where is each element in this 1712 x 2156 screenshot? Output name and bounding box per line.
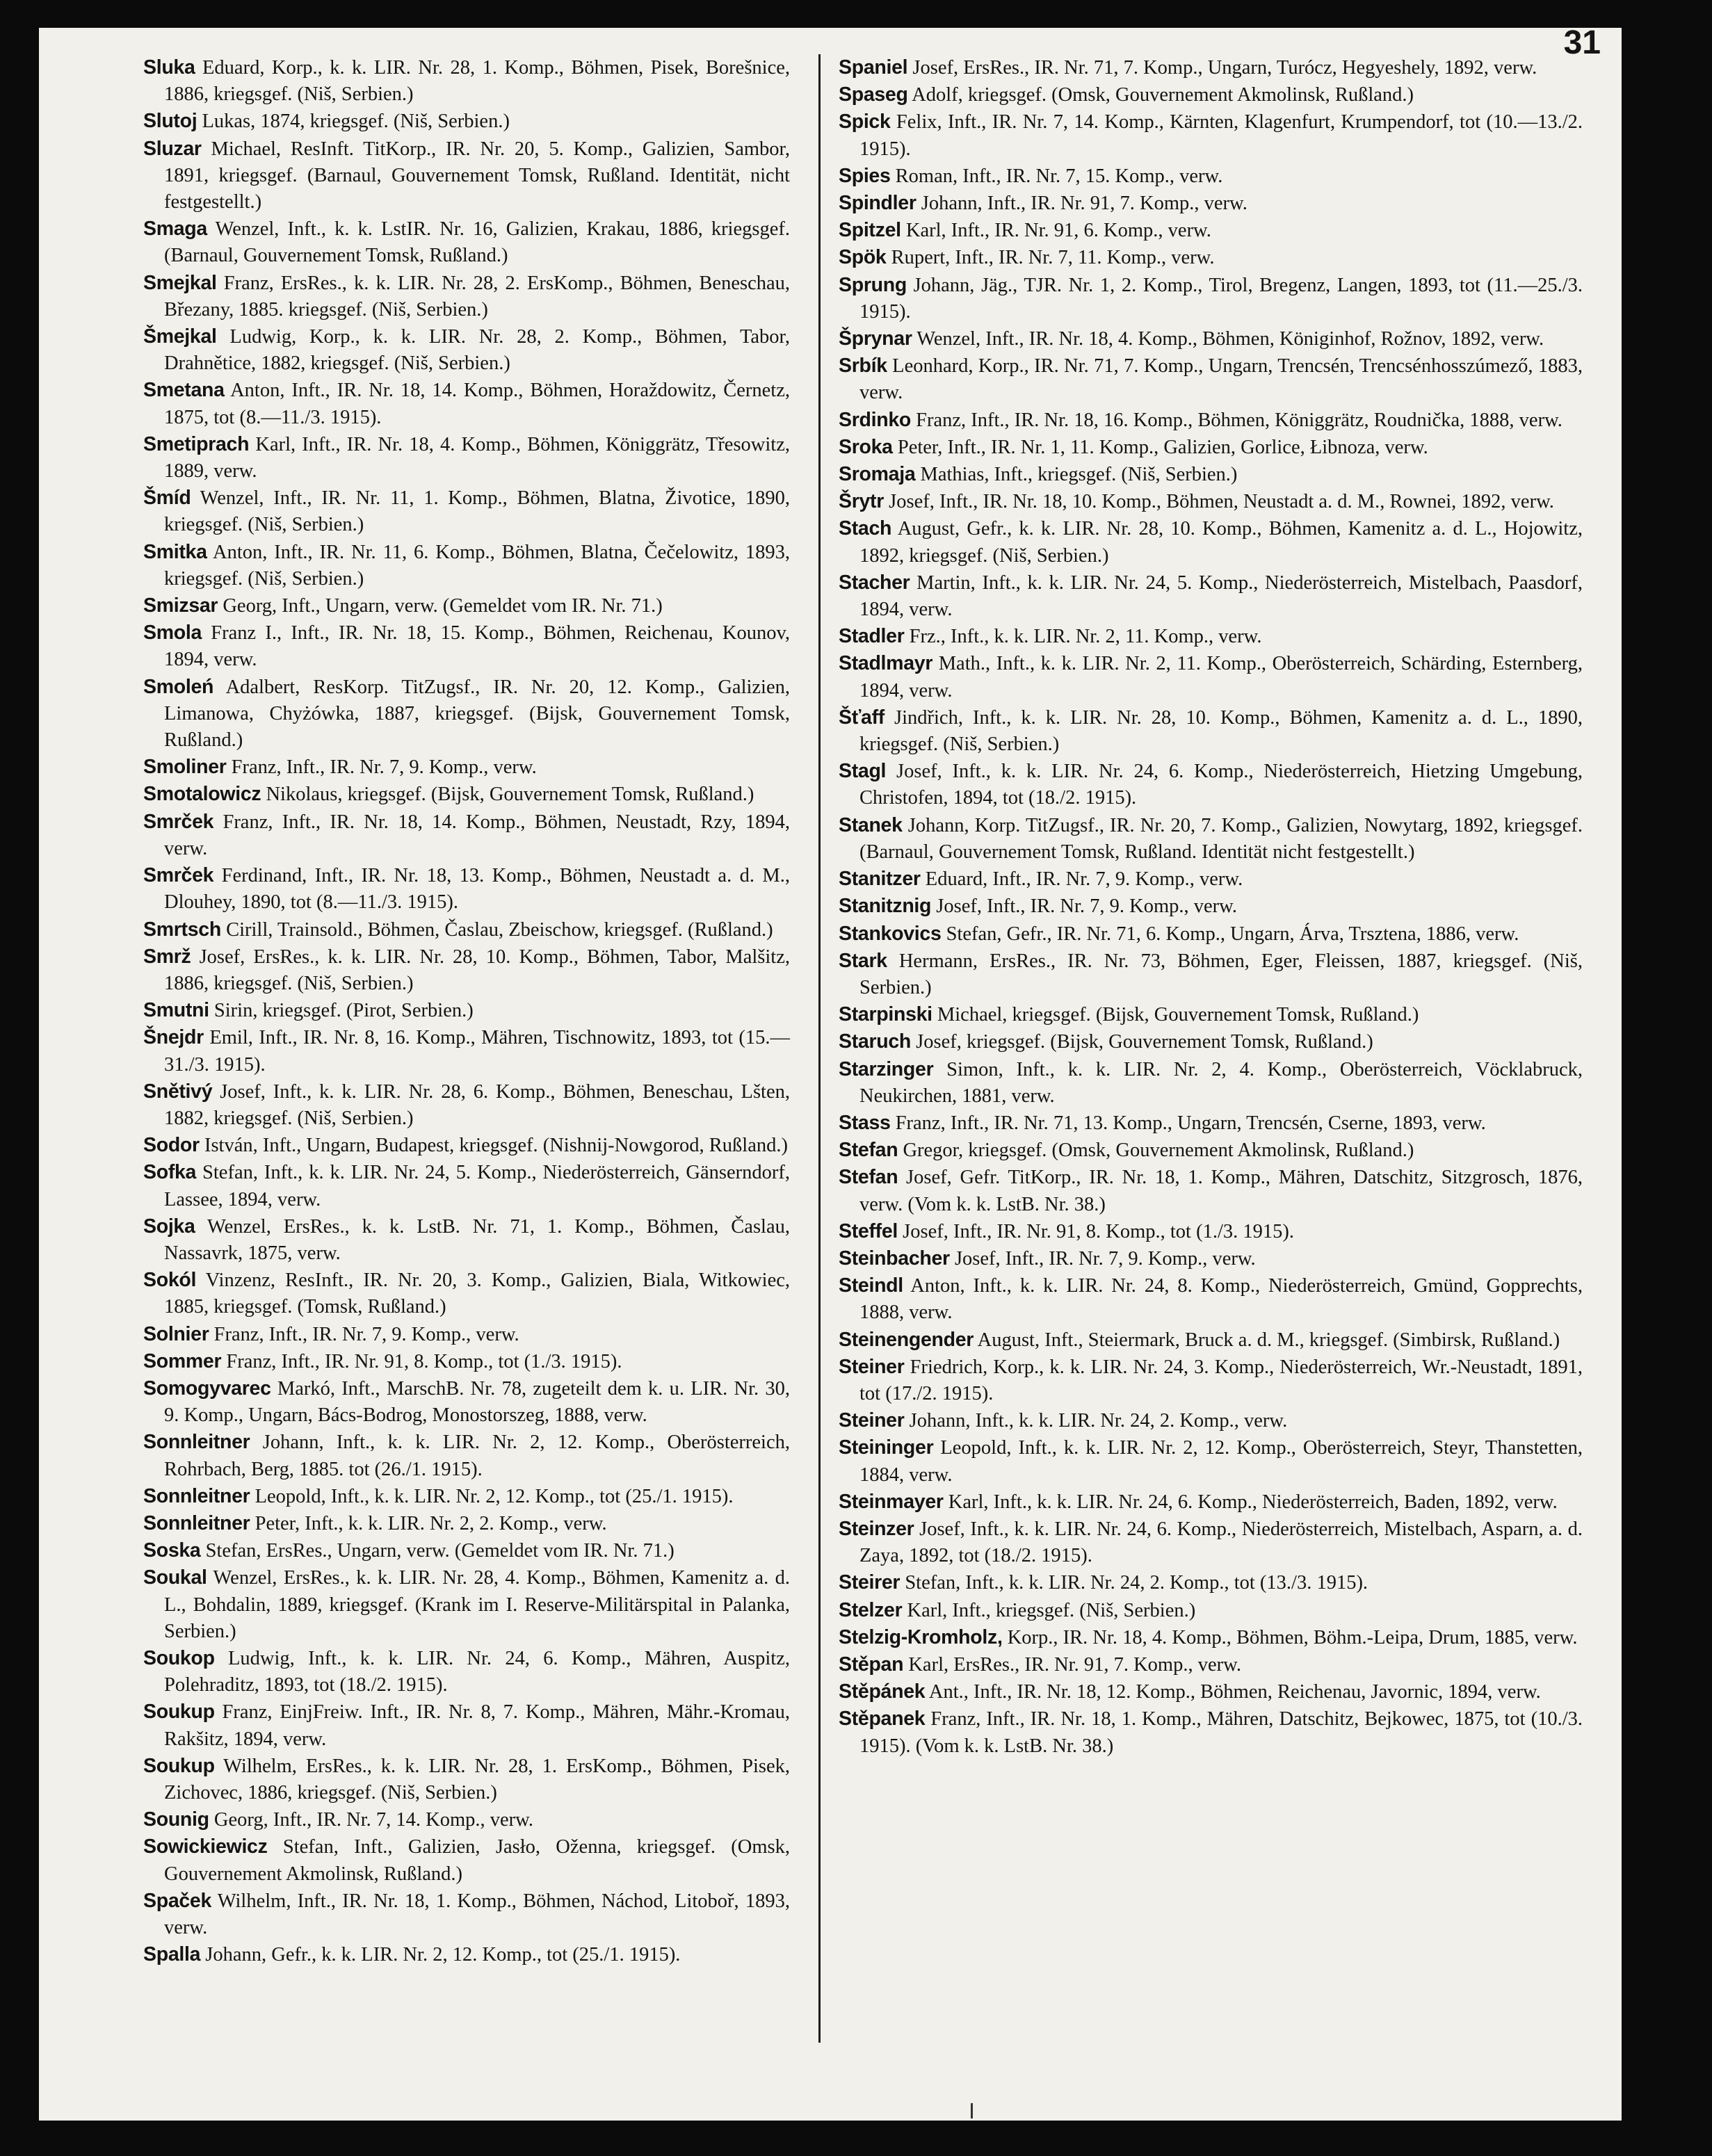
register-entry (143, 1321, 790, 1348)
register-entry (143, 1483, 790, 1510)
register-entry (143, 1753, 790, 1806)
entry-surname: Spies (839, 164, 891, 187)
entry-details: Eduard, Korp., k. k. LIR. Nr. 28, 1. Komp., Böhmen, Pisek, Borešnice, 1886, kriegsgef. (Niš, Serbien.) (164, 57, 790, 106)
entry-details: Johann, Gefr., k. k. LIR. Nr. 2, 12. Komp., tot (25./1. 1915). (200, 1944, 681, 1966)
entry-details: Franz, Inft., IR. Nr. 7, 9. Komp., verw. (226, 756, 537, 779)
entry-details: Gregor, kriegsgef. (Omsk, Gouvernement Akmolinsk, Rußland.) (898, 1140, 1414, 1162)
entry-surname: Smaga (143, 218, 207, 241)
register-entry (839, 190, 1583, 217)
register-entry (839, 1624, 1583, 1651)
entry-surname: Stadler (839, 625, 905, 648)
entry-surname: Steiner (839, 1355, 905, 1378)
entry-details: Anton, Inft., IR. Nr. 18, 14. Komp., Böhmen, Horaždowitz, Černetz, 1875, tot (8.—11./3. 1915). (164, 380, 790, 428)
entry-surname: Šmejkal (143, 325, 217, 348)
entry-surname: Soska (143, 1539, 201, 1562)
entry-surname: Sounig (143, 1808, 209, 1831)
entry-details: Anton, Inft., k. k. LIR. Nr. 24, 8. Komp., Niederösterreich, Gmünd, Gopprechts, 1888, verw. (859, 1275, 1583, 1324)
register-entry (839, 1597, 1583, 1624)
entry-surname: Sokól (143, 1269, 197, 1292)
register-entry (143, 674, 790, 754)
right-column (839, 54, 1583, 1760)
entry-details: Simon, Inft., k. k. LIR. Nr. 2, 4. Komp., Oberösterreich, Vöcklabruck, Neukirchen, 1881, verw. (859, 1058, 1583, 1107)
entry-details: Johann, Jäg., TJR. Nr. 1, 2. Komp., Tirol, Bregenz, Langen, 1893, tot (11.—25./3. 1915). (859, 274, 1583, 323)
register-entry (839, 1651, 1583, 1678)
entry-details: Roman, Inft., IR. Nr. 7, 15. Komp., verw. (890, 165, 1223, 187)
register-entry (143, 1806, 790, 1833)
entry-surname: Spaček (143, 1889, 212, 1912)
entry-details: Korp., IR. Nr. 18, 4. Komp., Böhmen, Böhm.-Leipa, Drum, 1885, verw. (1002, 1626, 1578, 1648)
scanned-page (39, 28, 1622, 2121)
entry-details: Josef, Inft., IR. Nr. 7, 9. Komp., verw. (931, 895, 1237, 918)
register-entry (143, 1429, 790, 1482)
entry-surname: Smitka (143, 540, 207, 563)
register-entry (143, 485, 790, 538)
entry-details: Anton, Inft., IR. Nr. 11, 6. Komp., Böhmen, Blatna, Čečelowitz, 1893, kriegsgef. (Niš, Serbien.) (164, 541, 790, 590)
entry-surname: Somogyvarec (143, 1377, 271, 1400)
entry-details: Martin, Inft., k. k. LIR. Nr. 24, 5. Komp., Niederösterreich, Mistelbach, Paasdorf, 1894, verw. (859, 572, 1583, 621)
entry-details: Felix, Inft., IR. Nr. 7, 14. Komp., Kärnten, Klagenfurt, Krumpendorf, tot (10.—13./2. 1915). (859, 111, 1583, 160)
entry-details: Johann, Inft., k. k. LIR. Nr. 2, 12. Komp., Oberösterreich, Rohrbach, Berg, 1885. tot (26./1. 1915). (164, 1432, 790, 1480)
entry-details: Nikolaus, kriegsgef. (Bijsk, Gouvernement Tomsk, Rußland.) (261, 784, 754, 806)
register-entry (143, 1510, 790, 1537)
register-entry (839, 812, 1583, 866)
entry-details: Franz, Inft., IR. Nr. 18, 1. Komp., Mähren, Datschitz, Bejkowec, 1875, tot (10./3. 1915). (Vom k. k. LstB. Nr. 38.) (859, 1708, 1583, 1757)
entry-surname: Stefan (839, 1139, 898, 1162)
register-entry (839, 1164, 1583, 1217)
entry-details: Johann, Inft., IR. Nr. 91, 7. Komp., verw. (916, 193, 1247, 215)
entry-details: Cirill, Trainsold., Böhmen, Časlau, Zbeischow, kriegsgef. (Rußland.) (220, 918, 773, 941)
entry-surname: Stěpánek (839, 1680, 926, 1703)
entry-details: Franz, Inft., IR. Nr. 71, 13. Komp., Ungarn, Trencsén, Cserne, 1893, verw. (890, 1112, 1486, 1134)
register-entry (143, 781, 790, 808)
entry-surname: Srbík (839, 355, 887, 378)
entry-details: Rupert, Inft., IR. Nr. 7, 11. Komp., verw. (886, 247, 1215, 269)
entry-surname: Sprung (839, 273, 907, 296)
register-entry (143, 136, 790, 216)
register-entry (839, 704, 1583, 758)
register-entry (143, 997, 790, 1024)
register-entry (143, 1564, 790, 1645)
register-entry (143, 1833, 790, 1887)
entry-surname: Sluzar (143, 137, 202, 160)
entry-details: Markó, Inft., MarschB. Nr. 78, zugeteilt dem k. u. LIR. Nr. 30, 9. Komp., Ungarn, Bács-Bodrog, Monostorszeg, 1888, verw. (164, 1377, 790, 1427)
entry-surname: Sromaja (839, 463, 916, 486)
register-entry (839, 108, 1583, 162)
entry-surname: Spindler (839, 192, 916, 215)
register-entry (839, 1272, 1583, 1326)
entry-surname: Sodor (143, 1134, 200, 1157)
register-entry (143, 431, 790, 485)
entry-details: Leopold, Inft., k. k. LIR. Nr. 2, 12. Komp., tot (25./1. 1915). (250, 1485, 734, 1507)
entry-details: Ant., Inft., IR. Nr. 18, 12. Komp., Böhmen, Reichenau, Javornic, 1894, verw. (925, 1681, 1541, 1703)
register-entry (839, 217, 1583, 244)
entry-details: Jindřich, Inft., k. k. LIR. Nr. 28, 10. Komp., Böhmen, Kamenitz a. d. L., 1890, kriegsgef. (Niš, Serbien.) (859, 706, 1583, 756)
entry-surname: Stadlmayr (839, 652, 933, 675)
entry-details: Johann, Korp. TitZugsf., IR. Nr. 20, 7. Komp., Galizien, Nowytarg, 1892, kriegsgef. (Barnaul, Gouvernement Tomsk, Rußland. Identität nicht festgestellt.) (859, 814, 1583, 863)
entry-details: Josef, Gefr. TitKorp., IR. Nr. 18, 1. Komp., Mähren, Datschitz, Sitzgrosch, 1876, verw. (Vom k. k. LstB. Nr. 38.) (859, 1167, 1583, 1215)
register-entry (839, 866, 1583, 893)
entry-details: Josef, Inft., k. k. LIR. Nr. 24, 6. Komp., Niederösterreich, Hietzing Umgebung, Christofen, 1894, tot (18./2. 1915). (859, 761, 1583, 809)
entry-details: Josef, ErsRes., IR. Nr. 71, 7. Komp., Ungarn, Turócz, Hegyeshely, 1892, verw. (907, 57, 1537, 79)
register-entry (143, 1024, 790, 1078)
entry-surname: Steinengender (839, 1328, 974, 1351)
register-entry (143, 216, 790, 269)
register-entry (839, 54, 1583, 81)
entry-details: Ludwig, Inft., k. k. LIR. Nr. 24, 6. Komp., Mähren, Auspitz, Polehraditz, 1893, tot (18./2. 1915). (164, 1647, 790, 1696)
entry-details: Math., Inft., k. k. LIR. Nr. 2, 11. Komp., Oberösterreich, Schärding, Esternberg, 1894, verw. (859, 653, 1583, 702)
entry-details: Karl, Inft., k. k. LIR. Nr. 24, 6. Komp., Niederösterreich, Baden, 1892, verw. (943, 1491, 1558, 1513)
entry-details: Stefan, ErsRes., Ungarn, verw. (Gemeldet vom IR. Nr. 71.) (200, 1540, 675, 1562)
entry-details: Adolf, kriegsgef. (Omsk, Gouvernement Akmolinsk, Rußland.) (907, 84, 1414, 106)
entry-surname: Sonnleitner (143, 1511, 250, 1534)
entry-surname: Steiner (839, 1409, 905, 1432)
entry-details: Georg, Inft., Ungarn, verw. (Gemeldet vom IR. Nr. 71.) (218, 595, 663, 617)
page-number: 31 (1563, 28, 1601, 61)
register-entry (839, 81, 1583, 108)
entry-surname: Sonnleitner (143, 1484, 250, 1507)
register-entry (143, 1267, 790, 1320)
entry-details: István, Inft., Ungarn, Budapest, kriegsgef. (Nishnij-Nowgorod, Rußland.) (199, 1135, 788, 1157)
entry-details: Mathias, Inft., kriegsgef. (Niš, Serbien.) (915, 464, 1238, 486)
entry-surname: Stanitzer (839, 868, 921, 891)
register-entry (143, 539, 790, 592)
entry-surname: Spaniel (839, 56, 908, 79)
register-entry (143, 862, 790, 916)
entry-details: Georg, Inft., IR. Nr. 7, 14. Komp., verw. (209, 1809, 533, 1831)
entry-surname: Steindl (839, 1274, 903, 1297)
entry-details: Wilhelm, Inft., IR. Nr. 18, 1. Komp., Böhmen, Náchod, Litoboř, 1893, verw. (164, 1890, 790, 1939)
entry-surname: Smrž (143, 945, 191, 968)
entry-surname: Spitzel (839, 219, 901, 242)
register-entry (839, 1434, 1583, 1488)
entry-details: Wenzel, Inft., IR. Nr. 18, 4. Komp., Böhmen, Königinhof, Rožnov, 1892, verw. (912, 328, 1544, 350)
entry-surname: Sowickiewicz (143, 1835, 268, 1858)
entry-details: Eduard, Inft., IR. Nr. 7, 9. Komp., verw. (920, 868, 1243, 891)
entry-surname: Stěpan (839, 1653, 904, 1676)
register-entry (143, 108, 790, 135)
register-entry (839, 948, 1583, 1001)
entry-surname: Stagl (839, 760, 887, 783)
register-entry (839, 1569, 1583, 1596)
register-entry (839, 352, 1583, 406)
entry-details: Stefan, Gefr., IR. Nr. 71, 6. Komp., Ungarn, Árva, Trsztena, 1886, verw. (941, 923, 1519, 945)
entry-surname: Steininger (839, 1436, 934, 1459)
entry-surname: Sofka (143, 1161, 197, 1184)
entry-surname: Soukop (143, 1646, 215, 1669)
entry-details: Emil, Inft., IR. Nr. 8, 16. Komp., Mähren, Tischnowitz, 1893, tot (15.—31./3. 1915). (164, 1027, 790, 1076)
entry-details: Wenzel, ErsRes., k. k. LstB. Nr. 71, 1. Komp., Böhmen, Časlau, Nassavrk, 1875, verw. (164, 1215, 790, 1264)
entry-surname: Solnier (143, 1322, 209, 1345)
register-entry (143, 1699, 790, 1752)
entry-surname: Stacher (839, 571, 910, 594)
entry-surname: Stelzig-Kromholz, (839, 1626, 1003, 1648)
register-entry (839, 461, 1583, 488)
entry-details: Adalbert, ResKorp. TitZugsf., IR. Nr. 20, 12. Komp., Galizien, Limanowa, Chyżówka, 1887, kriegsgef. (Bijsk, Gouvernement Tomsk, Rußland.) (164, 676, 790, 752)
register-entry (839, 515, 1583, 569)
entry-surname: Srdinko (839, 408, 911, 431)
register-entry (839, 1678, 1583, 1705)
register-entry (143, 377, 790, 430)
register-entry (143, 1213, 790, 1267)
entry-surname: Stanitznig (839, 895, 932, 918)
register-entry (839, 569, 1583, 623)
left-column (143, 54, 790, 1968)
register-entry (143, 1888, 790, 1941)
entry-details: Josef, Inft., IR. Nr. 18, 10. Komp., Böhmen, Neustadt a. d. M., Rownei, 1892, verw. (884, 491, 1554, 513)
register-entry (839, 1354, 1583, 1407)
entry-details: Michael, kriegsgef. (Bijsk, Gouvernement Tomsk, Rußland.) (932, 1004, 1419, 1026)
entry-details: Josef, Inft., IR. Nr. 91, 8. Komp., tot (1./3. 1915). (898, 1220, 1294, 1242)
entry-details: Franz, Inft., IR. Nr. 91, 8. Komp., tot (1./3. 1915). (221, 1350, 622, 1372)
register-entry (143, 1375, 790, 1429)
entry-details: Josef, Inft., k. k. LIR. Nr. 24, 6. Komp., Niederösterreich, Mistelbach, Asparn, a. d. Zaya, 1892, tot (18./2. 1915). (859, 1518, 1583, 1567)
register-entry (839, 623, 1583, 650)
register-entry (839, 893, 1583, 920)
register-entry (839, 407, 1583, 434)
entry-surname: Steirer (839, 1571, 901, 1594)
entry-surname: Stanek (839, 813, 903, 836)
entry-surname: Šmíd (143, 487, 191, 510)
entry-details: Stefan, Inft., k. k. LIR. Nr. 24, 5. Komp., Niederösterreich, Gänserndorf, Lassee, 1894, verw. (164, 1162, 790, 1210)
entry-surname: Staruch (839, 1030, 912, 1053)
register-entry (143, 1941, 790, 1968)
entry-surname: Sonnleitner (143, 1431, 250, 1454)
entry-details: Frz., Inft., k. k. LIR. Nr. 2, 11. Komp., verw. (904, 626, 1262, 648)
entry-details: Peter, Inft., IR. Nr. 1, 11. Komp., Galizien, Gorlice, Łibnoza, verw. (892, 436, 1428, 458)
entry-details: Wenzel, ErsRes., k. k. LIR. Nr. 28, 4. Komp., Böhmen, Kamenitz a. d. L., Bohdalin, 1889, kriegsgef. (Krank im I. Reserve-Militärspital in Palanka, Serbien.) (164, 1567, 790, 1642)
entry-surname: Steinmayer (839, 1490, 944, 1513)
register-entry (143, 943, 790, 997)
register-entry (839, 434, 1583, 461)
entry-surname: Soukup (143, 1754, 215, 1777)
entry-details: Franz, Inft., IR. Nr. 18, 14. Komp., Böhmen, Neustadt, Rzy, 1894, verw. (164, 811, 790, 859)
register-entry (143, 592, 790, 619)
entry-details: Wilhelm, ErsRes., k. k. LIR. Nr. 28, 1. ErsKomp., Böhmen, Pisek, Zichovec, 1886, kriegsgef. (Niš, Serbien.) (164, 1755, 790, 1804)
entry-surname: Starzinger (839, 1057, 934, 1080)
entry-surname: Smetiprach (143, 432, 250, 455)
bottom-margin-mark (971, 2103, 973, 2118)
register-entry (143, 809, 790, 862)
entry-details: Stefan, Inft., k. k. LIR. Nr. 24, 2. Komp., tot (13./3. 1915). (900, 1572, 1368, 1594)
entry-details: Ferdinand, Inft., IR. Nr. 18, 13. Komp., Böhmen, Neustadt a. d. M., Dlouhey, 1890, tot (8.—11./3. 1915). (164, 865, 790, 914)
entry-details: Johann, Inft., k. k. LIR. Nr. 24, 2. Komp., verw. (904, 1410, 1288, 1432)
register-entry (839, 758, 1583, 811)
register-entry (839, 1110, 1583, 1137)
register-entry (839, 272, 1583, 325)
entry-surname: Šrytr (839, 490, 885, 513)
entry-details: Stefan, Inft., Galizien, Jasło, Oženna, kriegsgef. (Omsk, Gouvernement Akmolinsk, Rußland.) (164, 1836, 790, 1885)
register-entry (143, 1537, 790, 1564)
entry-surname: Smoleń (143, 675, 214, 698)
register-entry (143, 270, 790, 323)
register-entry (143, 1348, 790, 1375)
register-entry (839, 1028, 1583, 1055)
entry-details: Josef, kriegsgef. (Bijsk, Gouvernement Tomsk, Rußland.) (911, 1031, 1373, 1053)
entry-surname: Snětivý (143, 1080, 213, 1103)
entry-details: August, Inft., Steiermark, Bruck a. d. M., kriegsgef. (Simbirsk, Rußland.) (974, 1329, 1560, 1351)
register-entry (143, 323, 790, 377)
register-entry (143, 916, 790, 943)
entry-surname: Steinzer (839, 1517, 914, 1540)
entry-surname: Smutni (143, 999, 209, 1022)
entry-surname: Smizsar (143, 594, 218, 617)
entry-details: Hermann, ErsRes., IR. Nr. 73, Böhmen, Eger, Fleissen, 1887, kriegsgef. (Niš, Serbien.) (859, 950, 1583, 998)
entry-surname: Starpinski (839, 1003, 932, 1026)
register-entry (839, 1137, 1583, 1164)
entry-details: Leonhard, Korp., IR. Nr. 71, 7. Komp., Ungarn, Trencsén, Trencsénhosszúmező, 1883, verw. (859, 355, 1583, 404)
register-entry (839, 1407, 1583, 1434)
register-entry (839, 488, 1583, 515)
register-entry (839, 1218, 1583, 1245)
register-entry (143, 1159, 790, 1213)
entry-surname: Slutoj (143, 110, 197, 133)
entry-details: Franz I., Inft., IR. Nr. 18, 15. Komp., Böhmen, Reichenau, Kounov, 1894, verw. (164, 622, 790, 671)
entry-details: Franz, Inft., IR. Nr. 18, 16. Komp., Böhmen, Königgrätz, Roudnička, 1888, verw. (911, 409, 1562, 431)
entry-surname: Sluka (143, 56, 195, 79)
entry-surname: Stěpanek (839, 1708, 926, 1731)
entry-surname: Šťaff (839, 706, 885, 729)
entry-surname: Soukal (143, 1566, 207, 1589)
entry-details: Leopold, Inft., k. k. LIR. Nr. 2, 12. Komp., Oberösterreich, Steyr, Thanstetten, 1884, verw. (859, 1437, 1583, 1486)
entry-surname: Smotalowicz (143, 783, 261, 806)
register-entry (839, 1056, 1583, 1110)
entry-surname: Smrtsch (143, 918, 221, 941)
entry-surname: Šprynar (839, 327, 912, 350)
entry-surname: Smoliner (143, 756, 227, 779)
register-entry (839, 1245, 1583, 1272)
entry-details: Franz, EinjFreiw. Inft., IR. Nr. 8, 7. Komp., Mähren, Mähr.-Kromau, Rakšitz, 1894, verw. (164, 1701, 790, 1750)
entry-details: Michael, ResInft. TitKorp., IR. Nr. 20, 5. Komp., Galizien, Sambor, 1891, kriegsgef. (Barnaul, Gouvernement Tomsk, Rußland. Identität, nicht festgestellt.) (164, 138, 790, 213)
register-entry (839, 650, 1583, 704)
entry-details: Karl, Inft., IR. Nr. 18, 4. Komp., Böhmen, Königgrätz, Třesowitz, 1889, verw. (164, 433, 790, 483)
entry-details: Lukas, 1874, kriegsgef. (Niš, Serbien.) (197, 111, 510, 133)
register-entry (839, 1327, 1583, 1354)
column-divider (818, 54, 821, 2043)
register-entry (143, 54, 790, 108)
register-entry (143, 619, 790, 673)
entry-details: Josef, ErsRes., k. k. LIR. Nr. 28, 10. Komp., Böhmen, Tabor, Malšitz, 1886, kriegsgef. (Niš, Serbien.) (164, 946, 790, 994)
entry-surname: Steffel (839, 1219, 898, 1242)
register-entry (143, 1078, 790, 1132)
register-entry (839, 1489, 1583, 1516)
entry-surname: Sroka (839, 435, 893, 458)
entry-surname: Sommer (143, 1349, 222, 1372)
entry-details: Franz, ErsRes., k. k. LIR. Nr. 28, 2. ErsKomp., Böhmen, Beneschau, Březany, 1885. kriegsgef. (Niš, Serbien.) (164, 272, 790, 321)
entry-surname: Stankovics (839, 922, 942, 945)
entry-surname: Šnejdr (143, 1026, 204, 1049)
entry-surname: Stark (839, 949, 887, 972)
entry-surname: Stefan (839, 1166, 898, 1189)
entry-surname: Spalla (143, 1943, 201, 1966)
entry-surname: Stass (839, 1111, 891, 1134)
entry-details: Ludwig, Korp., k. k. LIR. Nr. 28, 2. Komp., Böhmen, Tabor, Drahnětice, 1882, kriegsgef. (Niš, Serbien.) (164, 326, 790, 375)
entry-surname: Spök (839, 246, 887, 269)
entry-details: August, Gefr., k. k. LIR. Nr. 28, 10. Komp., Böhmen, Kamenitz a. d. L., Hojowitz, 1892, kriegsgef. (Niš, Serbien.) (859, 518, 1583, 567)
entry-details: Vinzenz, ResInft., IR. Nr. 20, 3. Komp., Galizien, Biala, Witkowiec, 1885, kriegsgef. (Tomsk, Rußland.) (164, 1270, 790, 1318)
register-entry (839, 163, 1583, 190)
entry-details: Karl, Inft., IR. Nr. 91, 6. Komp., verw. (901, 220, 1211, 242)
entry-details: Wenzel, Inft., IR. Nr. 11, 1. Komp., Böhmen, Blatna, Životice, 1890, kriegsgef. (Niš, Serbien.) (164, 487, 790, 536)
register-entry (839, 921, 1583, 948)
entry-surname: Spick (839, 111, 891, 133)
entry-details: Josef, Inft., IR. Nr. 7, 9. Komp., verw. (949, 1247, 1256, 1270)
entry-surname: Smrček (143, 810, 214, 833)
register-entry (143, 1132, 790, 1159)
entry-details: Wenzel, Inft., k. k. LstIR. Nr. 16, Galizien, Krakau, 1886, kriegsgef. (Barnaul, Gouvernement Tomsk, Rußland.) (164, 218, 790, 267)
entry-details: Franz, Inft., IR. Nr. 7, 9. Komp., verw. (209, 1323, 519, 1345)
register-entry (143, 754, 790, 781)
entry-surname: Smejkal (143, 271, 217, 294)
register-entry (839, 325, 1583, 352)
entry-surname: Steinbacher (839, 1247, 950, 1270)
entry-details: Josef, Inft., k. k. LIR. Nr. 28, 6. Komp., Böhmen, Beneschau, Lšten, 1882, kriegsgef. (Niš, Serbien.) (164, 1080, 790, 1129)
entry-surname: Soukup (143, 1701, 215, 1724)
entry-details: Friedrich, Korp., k. k. LIR. Nr. 24, 3. Komp., Niederösterreich, Wr.-Neustadt, 1891, tot (17./2. 1915). (859, 1356, 1583, 1404)
register-entry (839, 1705, 1583, 1759)
entry-details: Sirin, kriegsgef. (Pirot, Serbien.) (209, 1000, 474, 1022)
entry-surname: Spaseg (839, 83, 908, 106)
entry-surname: Smola (143, 622, 202, 645)
entry-surname: Sojka (143, 1215, 195, 1238)
entry-surname: Stach (839, 517, 892, 540)
entry-details: Karl, Inft., kriegsgef. (Niš, Serbien.) (902, 1599, 1196, 1621)
register-entry (143, 1645, 790, 1699)
entry-surname: Stelzer (839, 1598, 903, 1621)
register-entry (839, 244, 1583, 271)
entry-surname: Smrček (143, 864, 214, 887)
entry-details: Peter, Inft., k. k. LIR. Nr. 2, 2. Komp., verw. (250, 1512, 607, 1534)
register-entry (839, 1516, 1583, 1569)
entry-details: Karl, ErsRes., IR. Nr. 91, 7. Komp., verw. (903, 1653, 1241, 1676)
entry-surname: Smetana (143, 379, 225, 402)
register-entry (839, 1001, 1583, 1028)
